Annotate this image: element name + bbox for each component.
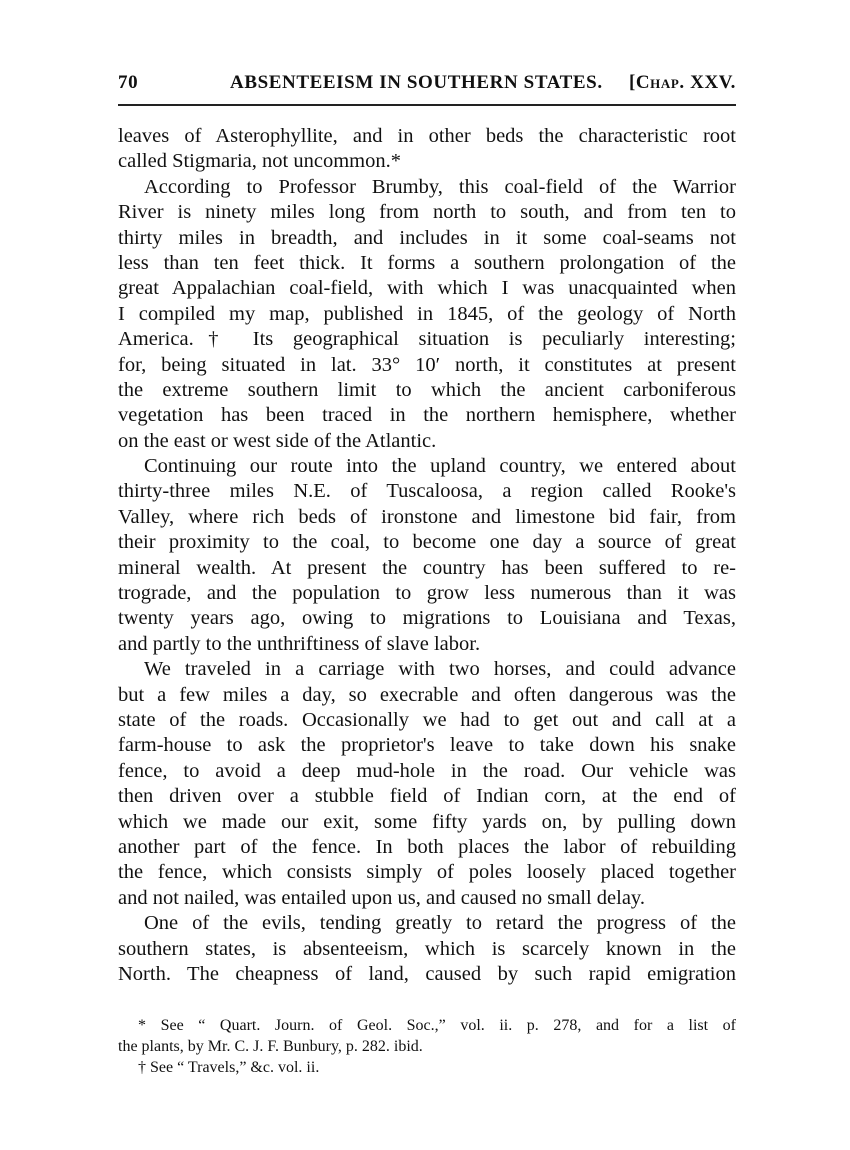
text-line: their proximity to the coal, to become one day a source of great xyxy=(118,531,736,554)
text-line: River is ninety miles long from north to south, and from ten to xyxy=(118,201,736,224)
text-line: North. The cheapness of land, caused by such rapid emigration xyxy=(118,962,736,985)
page-number: 70 xyxy=(118,72,139,93)
text-line: which we made our exit, some fifty yards on, by pulling down xyxy=(118,810,736,833)
text-line: Continuing our route into the upland country, we entered about xyxy=(144,455,736,478)
text-line: We traveled in a carriage with two horses, and could advance xyxy=(144,658,736,681)
text-line: farm-house to ask the proprietor's leave to take down his snake xyxy=(118,734,736,757)
text-line: America.† Its geographical situation is peculiarly interesting; xyxy=(118,328,736,351)
running-title: ABSENTEEISM IN SOUTHERN STATES. xyxy=(230,72,603,93)
text-line: and partly to the unthriftiness of slave labor. xyxy=(118,632,481,655)
text-line: thirty-three miles N.E. of Tuscaloosa, a region called Rooke's xyxy=(118,480,736,503)
text-line: state of the roads. Occasionally we had to get out and call at a xyxy=(118,708,736,731)
footnote-line: † See “ Travels,” &c. vol. ii. xyxy=(138,1059,320,1076)
text-line: southern states, is absenteeism, which is scarcely known in the xyxy=(118,937,736,960)
text-line: thirty miles in breadth, and includes in it some coal-seams not xyxy=(118,226,736,249)
text-line: vegetation has been traced in the northern hemisphere, whether xyxy=(118,404,736,427)
chapter-label: [Chap. XXV. xyxy=(628,72,736,93)
footnote-line: the plants, by Mr. C. J. F. Bunbury, p. 282. ibid. xyxy=(118,1038,423,1055)
text-line: According to Professor Brumby, this coal-field of the Warrior xyxy=(144,175,736,198)
text-line: leaves of Asterophyllite, and in other beds the characteristic root xyxy=(118,125,736,147)
text-line: and not nailed, was entailed upon us, and caused no small delay. xyxy=(118,886,645,909)
text-line: called Stigmaria, not uncommon.* xyxy=(118,150,401,173)
text-line: less than ten feet thick. It forms a southern prolongation of the xyxy=(118,251,736,274)
text-line: the fence, which consists simply of poles loosely placed together xyxy=(118,861,736,884)
text-line: mineral wealth. At present the country has been suffered to re- xyxy=(118,556,736,579)
footnote-line: * See “ Quart. Journ. of Geol. Soc.,” vol. ii. p. 278, and for a list of xyxy=(138,1017,736,1034)
text-line: I compiled my map, published in 1845, of the geology of North xyxy=(118,302,736,325)
text-line: another part of the fence. In both places the labor of rebuilding xyxy=(118,835,736,858)
text-line: great Appalachian coal-field, with which I was unacquainted when xyxy=(118,277,736,300)
text-line: but a few miles a day, so execrable and often dangerous was the xyxy=(118,683,736,706)
text-line: Valley, where rich beds of ironstone and limestone bid fair, from xyxy=(118,505,736,528)
text-line: for, being situated in lat. 33° 10′ north, it constitutes at present xyxy=(118,353,736,376)
text-line: One of the evils, tending greatly to retard the progress of the xyxy=(144,912,736,935)
text-line: then driven over a stubble field of Indian corn, at the end of xyxy=(118,785,736,808)
text-line: twenty years ago, owing to migrations to Louisiana and Texas, xyxy=(118,607,736,630)
text-line: the extreme southern limit to which the ancient carboniferous xyxy=(118,378,736,401)
text-line: on the east or west side of the Atlantic. xyxy=(118,429,437,452)
footnotes xyxy=(118,1015,736,1078)
body-text xyxy=(118,124,736,987)
running-header xyxy=(118,72,736,100)
header-rule xyxy=(118,104,736,106)
text-line: fence, to avoid a deep mud-hole in the road. Our vehicle was xyxy=(118,759,736,782)
text-line: trograde, and the population to grow less numerous than it was xyxy=(118,582,736,605)
